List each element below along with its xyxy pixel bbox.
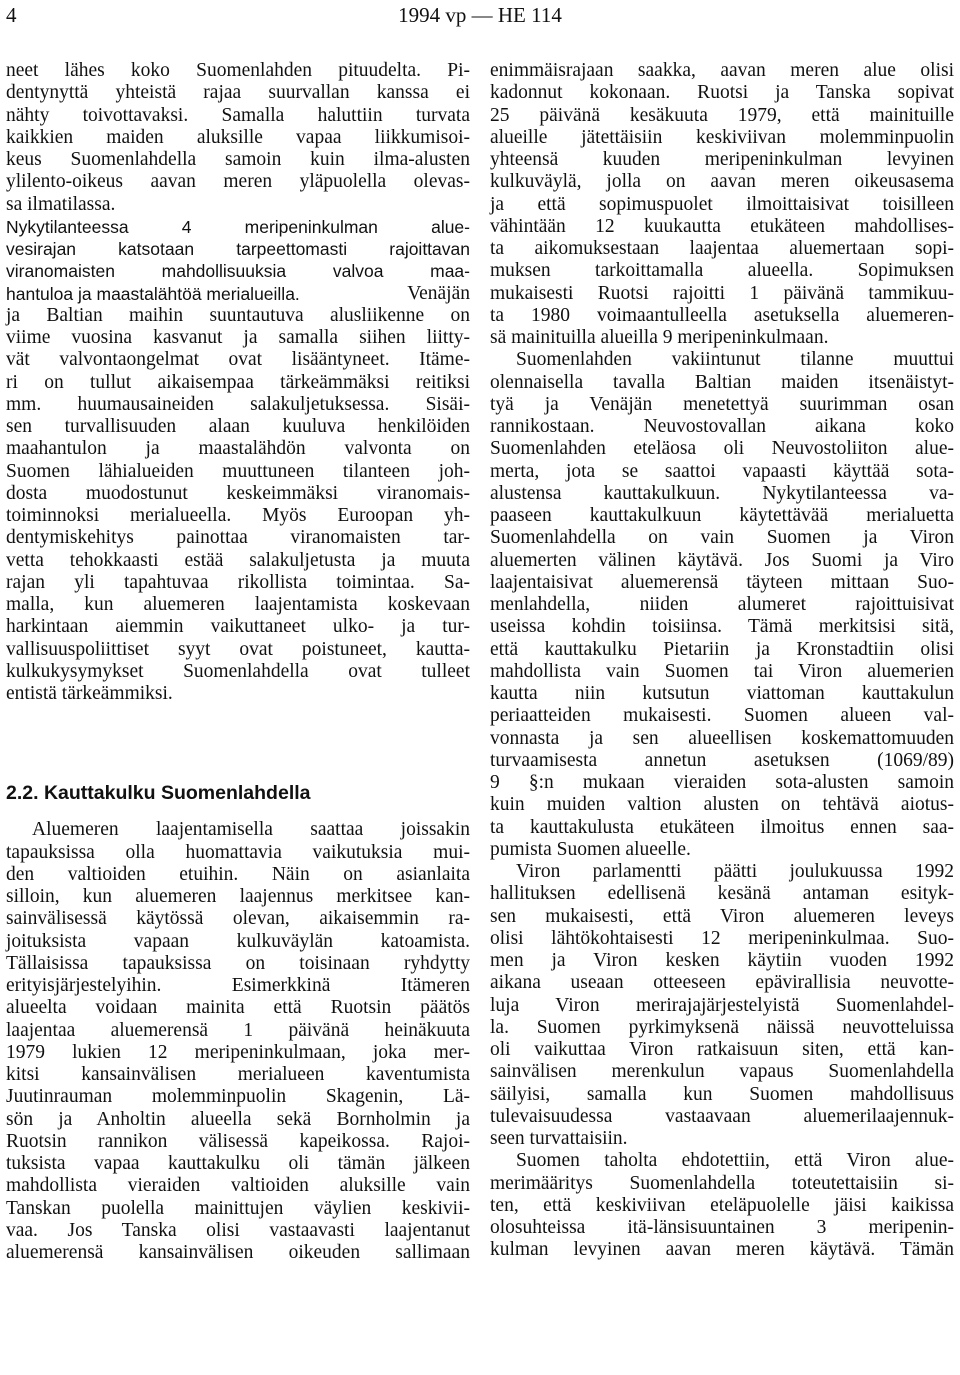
text-line: kaikkien maiden aluksille vapaa liikkumisoi- <box>6 126 470 148</box>
text-line: Viron parlamentti päätti joulukuussa 1992 <box>516 861 954 882</box>
text-line: sen turvallisuuden alaan kuuluva henkilöiden <box>6 416 470 437</box>
page-header <box>0 2 960 30</box>
paragraph-transit <box>6 819 470 1264</box>
text-line: mahdollista vain Suomen tai Viron aluemerien <box>490 660 954 682</box>
section-heading: 2.2. Kauttakulku Suomenlahdella <box>6 782 311 805</box>
left-column <box>6 60 470 1264</box>
paragraph-gulf-situation <box>490 349 954 861</box>
text-line: Suomen lähialueiden muuttuneen tilanteen joh- <box>6 460 470 482</box>
text-line: menlahdella, niiden alumeret rajoittuisivat <box>490 594 954 615</box>
text-line: tapauksissa olla huomattavia vaikutuksia mui- <box>6 841 470 863</box>
text-line: ja että sopimuspuolet ilmoittaisivat toisilleen <box>490 193 954 215</box>
text-line: keus Suomenlahdella samoin kuin ilma-alusten <box>6 149 470 170</box>
text-line: vaa. Jos Tanska olisi vastaavasti laajentanut <box>6 1219 470 1241</box>
text-line: muksen tarkoittamalla alueella. Sopimuksen <box>490 260 954 282</box>
text-line: men ja Viron kesken käytiin vuoden 1992 <box>490 950 954 971</box>
text-line: 1979 lukien 12 meripeninkulmaan, joka mer- <box>6 1041 470 1063</box>
text-line: merta, jota se saattoi vapaasti käyttää sota- <box>490 460 954 482</box>
paragraph-proposal <box>490 1150 954 1261</box>
text-line: sä mainituilla alueilla 9 meripeninkulmaan. <box>490 327 829 348</box>
text-line: Nykytilanteessa 4 meripeninkulman alue- <box>6 216 470 237</box>
text-line: sainvälisen merenkulun vapaus Suomenlahdella <box>490 1061 954 1083</box>
text-line: vähintään 12 kuukautta etukäteen mahdollises- <box>490 215 954 237</box>
text-line: viime vuosina kasvanut ja samalla siihen liitty- <box>6 327 470 348</box>
text-line: olennaisella tavalla Baltian maiden itsenäistyt- <box>490 371 954 393</box>
text-line: silloin, kun aluemeren laajennus merkitsee kan- <box>6 886 470 907</box>
text-line: useissa kohdin toisiinsa. Tämä merkitsisi sitä, <box>490 616 954 638</box>
text-line: ri on tullut aikaisempaa tärkeämmäksi reitiksi <box>6 371 470 393</box>
text-line: turvaamisesta annetun asetuksen (1069/89) <box>490 749 954 771</box>
text-line: Suomenlahden vakiintunut tilanne muuttui <box>516 349 954 371</box>
text-line: den valtioiden etuihin. Näin on asianlaita <box>6 863 470 885</box>
text-line: erityisjärjestelyihin. Esimerkkinä Itämeren <box>6 975 470 996</box>
text-line: Suomenlahden eteläosa oli Neuvostoliiton alue- <box>490 438 954 460</box>
paragraph-current-situation <box>6 216 470 706</box>
text-line: vät valvontaongelmat ovat lisääntyneet. Itäme- <box>6 349 470 371</box>
text-line: mm. huumausaineiden salakuljetuksessa. Sisäi- <box>6 393 470 415</box>
text-line: aluemerten välinen käytävä. Jos Suomi ja Viro <box>490 549 954 571</box>
text-line: kulman levyinen aavan meren käytävä. Tämän <box>490 1239 954 1261</box>
text-line: Suomenlahdella on vain Suomen ja Viron <box>490 527 954 549</box>
text-line: maahantulon ja maastalähdön valvonta on <box>6 438 470 460</box>
page-number: 4 <box>6 3 17 27</box>
text-line: rajan yli tapahtuvaa rikollista toimintaa. Sa- <box>6 571 470 593</box>
text-line: dosta muodostunut keskeimmäksi viranomais- <box>6 482 470 504</box>
text-line: laajentaa aluemerensä 1 päivänä heinäkuuta <box>6 1019 470 1041</box>
text-line: olisi lähtökohtaisesti 12 meripeninkulmaa. Suo- <box>490 927 954 949</box>
text-line: kulkuväylä, jolla on aavan meren oikeusasema <box>490 171 954 193</box>
text-line: entistä tärkeämmiksi. <box>6 683 173 704</box>
text-line: sa ilmatilassa. <box>6 193 116 215</box>
right-column <box>490 60 954 1262</box>
text-line: alueille jätettäisiin keskiviivan molemminpuolin <box>490 126 954 148</box>
text-line: hallituksen edellisenä kesänä antaman esityk- <box>490 883 954 905</box>
text-fragment: hantuloa ja maastalähtöä merialueilla. <box>6 283 300 304</box>
text-line: oli vaikuttaa Viron ratkaisuun siten, että kan- <box>490 1039 954 1060</box>
text-line: vallisuuspoliittiset syyt ovat poistuneet, kautta- <box>6 638 470 660</box>
text-line: yhteensä kuuden meripeninkulman levyinen <box>490 149 954 170</box>
text-line: rannikostaan. Neuvostovallan aikana koko <box>490 416 954 437</box>
text-line: laajentaisivat aluemerensä täyteen mittaan Suo- <box>490 571 954 593</box>
paragraph-intro <box>6 60 470 216</box>
text-line: seen turvattaisiin. <box>490 1128 628 1149</box>
text-line: 9 §:n mukaan vieraiden sota-alusten samoin <box>490 772 954 793</box>
text-line: mahdollista vieraiden valtioiden aluksille vain <box>6 1175 470 1197</box>
text-line: nähty toivottavaksi. Samalla haluttiin turvata <box>6 104 470 126</box>
text-line: dentynyttä yhteistä rajaa suurvallan kanssa ei <box>6 82 470 104</box>
text-line: Tanskan puolella mainittujen väylien keskivii- <box>6 1197 470 1219</box>
text-line: merimääritys Suomenlahdella toteutettaisiin si- <box>490 1172 954 1194</box>
text-line: toiminnoksi merialueella. Myös Euroopan yh- <box>6 505 470 526</box>
text-line: olosuhteissa itä-länsisuuntainen 3 meripenin- <box>490 1217 954 1238</box>
text-line: luja Viron merirajajärjestelyistä Suomenlahdel- <box>490 994 954 1016</box>
text-line: enimmäisrajaan saakka, aavan meren alue olisi <box>490 60 954 81</box>
text-line: ylilento-oikeus aavan meren yläpuolella olevas- <box>6 171 470 193</box>
text-line: kuin muiden valtion alusten on tehtävä aiotus- <box>490 794 954 816</box>
text-line: Suomen taholta ehdotettiin, että Viron alue- <box>516 1150 954 1172</box>
paragraph-treaty <box>490 60 954 349</box>
text-line: tyä ja Venäjän menetettyä suurimman osan <box>490 393 954 415</box>
text-line: ta kauttakulusta etukäteen ilmoitus ennen saa- <box>490 816 954 838</box>
text-line: vesirajan katsotaan tarpeettomasti rajoittavan <box>6 239 470 259</box>
text-line: la. Suomen pyrkimyksenä näissä neuvotteluissa <box>490 1016 954 1038</box>
text-line: aikana useaan otteeseen epävirallisia neuvotte- <box>490 972 954 994</box>
text-line: Tällaisissa tapauksissa on toisinaan ryhdytty <box>6 952 470 974</box>
text-line: kitsi kansainvälisen merialueen kaventumista <box>6 1064 470 1085</box>
text-line: kautta niin kutsutun viattoman kauttakulun <box>490 683 954 704</box>
text-line: malla, kun aluemeren laajentamista koskevaan <box>6 594 470 615</box>
text-line: alustensa kauttakulkuun. Nykytilanteessa va- <box>490 482 954 504</box>
text-line: kulkukysymykset Suomenlahdella ovat tulleet <box>6 660 470 682</box>
paragraph-estonia <box>490 861 954 1150</box>
text-line: sen mukaisesti, että Viron aluemeren leveys <box>490 905 954 927</box>
text-line: säilyisi, samalla kun Suomen mahdollisuus <box>490 1083 954 1105</box>
text-line: tuksista vapaa kauttakulku oli tämän jälkeen <box>6 1153 470 1174</box>
text-line: neet lähes koko Suomenlahden pituudelta. Pi- <box>6 60 470 81</box>
document-id: 1994 vp — HE 114 <box>398 3 562 27</box>
text-line: Aluemeren laajentamisella saattaa joissakin <box>32 819 470 841</box>
text-line: ja Baltian maihin suuntautuva alusliikenne on <box>6 304 470 326</box>
text-line: dentymiskehitys painottaa viranomaisten tar- <box>6 527 470 549</box>
text-line: sainvälisessä käytössä olevan, aikaisemmin ra- <box>6 908 470 930</box>
text-line: Ruotsin rannikon välisessä kapeikossa. Rajoi- <box>6 1130 470 1152</box>
text-line: viranomaisten mahdollisuuksia valvoa maa- <box>6 261 470 282</box>
text-line: vetta tehokkaasti estää salakuljetusta ja muuta <box>6 549 470 571</box>
text-line: ta aikomuksestaan laajentaa aluemertaan sopi- <box>490 238 954 259</box>
text-line: että kauttakulku Pietariin ja Kronstadtiin olisi <box>490 638 954 660</box>
text-line: paaseen kauttakulkuun käytettävää merialuetta <box>490 505 954 526</box>
text-line: Juutinrauman molemminpuolin Skagenin, Lä- <box>6 1086 470 1108</box>
text-line: tulevaisuudessa vastaavaan aluemerilaajennuk- <box>490 1105 954 1127</box>
text-line: harkintaan aiemmin vaikuttaneet ulko- ja tur- <box>6 616 470 638</box>
text-line: ta 1980 voimaantulleella asetuksella aluemeren- <box>490 304 954 326</box>
text-line: sön ja Anholtin alueella sekä Bornholmin ja <box>6 1108 470 1130</box>
text-fragment: Venäjän <box>407 282 470 304</box>
text-line: vonnasta ja sen alueellisen koskemattomuuden <box>490 727 954 749</box>
text-line <box>6 283 470 305</box>
text-line: periaatteiden mukaisesti. Suomen alueen val- <box>490 705 954 727</box>
text-line: 25 päivänä kesäkuuta 1979, että mainituille <box>490 104 954 126</box>
text-line: mukaisesti Ruotsi rajoitti 1 päivänä tammikuu- <box>490 282 954 304</box>
text-line: joituksista vapaan kulkuväylän katoamista. <box>6 930 470 952</box>
text-line: pumista Suomen alueelle. <box>490 838 691 860</box>
text-line: aluemerensä kansainvälisen oikeuden sallimaan <box>6 1242 470 1263</box>
text-line: ten, että keskiviivan eteläpuolelle jäisi kaikissa <box>490 1194 954 1216</box>
text-line: alueelta voidaan mainita että Ruotsin päätös <box>6 997 470 1019</box>
text-line: kadonnut kokonaan. Ruotsi ja Tanska sopivat <box>490 82 954 104</box>
